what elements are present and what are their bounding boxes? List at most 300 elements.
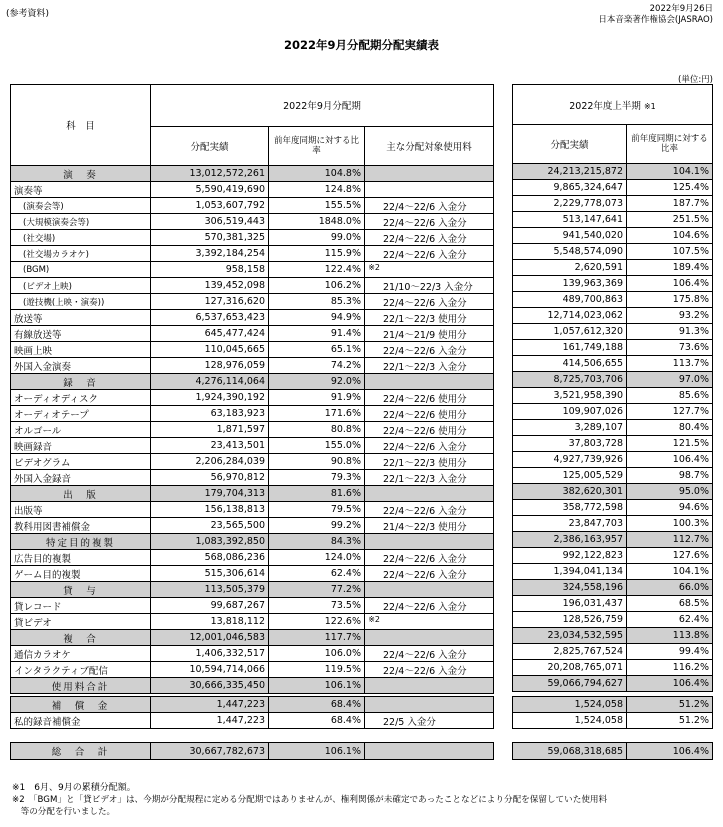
row-usage-value: 22/4～22/6 入金分 [383, 249, 467, 261]
row-label: (演奏会等) [11, 198, 151, 214]
table-row-half [513, 276, 713, 292]
table-row [11, 550, 494, 566]
row-half-ratio: 104.1% [627, 564, 713, 580]
table-row [11, 438, 494, 454]
row-usage [365, 662, 494, 678]
row-usage-value: 21/4～22/3 使用分 [383, 521, 467, 533]
row-usage [365, 358, 494, 374]
row-amount: 56,970,812 [151, 470, 269, 486]
row-half-ratio: 91.3% [627, 324, 713, 340]
table-row [11, 278, 494, 294]
row-amount: 179,704,313 [151, 486, 269, 502]
row-amount: 23,565,500 [151, 518, 269, 534]
header-info [598, 4, 713, 26]
row-ratio [269, 326, 365, 342]
row-usage [365, 534, 494, 550]
row-half-ratio: 93.2% [627, 308, 713, 324]
category-row-half [513, 532, 713, 548]
category-row [11, 534, 494, 550]
row-ratio-value: 81.6% [330, 488, 361, 499]
row-half-amount: 20,208,765,071 [513, 660, 627, 676]
row-half-ratio: 99.4% [627, 644, 713, 660]
row-half-amount: 128,526,759 [513, 612, 627, 628]
row-label: 貸レコード [11, 598, 151, 614]
row-usage [365, 246, 494, 262]
row-label: 貸 与 [11, 582, 151, 598]
table-row-half [513, 180, 713, 196]
row-half-ratio: 80.4% [627, 420, 713, 436]
row-usage [365, 518, 494, 534]
row-label: (大規模演奏会等) [11, 214, 151, 230]
category-row [11, 486, 494, 502]
row-half-ratio: 97.0% [627, 372, 713, 388]
table-row-half [513, 340, 713, 356]
table-row-half [513, 564, 713, 580]
row-half-amount: 8,725,703,706 [513, 372, 627, 388]
note-2-cont: 等の分配を行いました。 [12, 807, 116, 817]
row-label: 出版等 [11, 502, 151, 518]
ratio-header: 前年度同期に対する比率 [269, 126, 365, 166]
row-ratio [269, 630, 365, 646]
table-row-half [513, 356, 713, 372]
row-ratio-value: 68.4% [330, 715, 361, 726]
row-label: 演奏等 [11, 182, 151, 198]
row-ratio-value: 77.2% [330, 584, 361, 595]
row-amount: 1,083,392,850 [151, 534, 269, 550]
row-usage [365, 294, 494, 310]
category-row [11, 582, 494, 598]
table-row-half [513, 644, 713, 660]
row-usage-value: 22/4～22/6 入金分 [383, 441, 467, 453]
row-half-amount: 2,229,778,073 [513, 196, 627, 212]
row-label: ビデオグラム [11, 454, 151, 470]
row-label: (ビデオ上映) [11, 278, 151, 294]
row-half-amount: 24,213,215,872 [513, 164, 627, 180]
row-half-amount: 12,714,023,062 [513, 308, 627, 324]
row-usage-value: 22/1～22/3 入金分 [383, 473, 467, 485]
row-usage-value: 21/10～22/3 入金分 [383, 281, 473, 293]
row-half-ratio: 73.6% [627, 340, 713, 356]
row-half-ratio: 189.4% [627, 260, 713, 276]
table-row [11, 326, 494, 342]
row-label: 使用料合計 [11, 678, 151, 694]
row-half-amount: 941,540,020 [513, 228, 627, 244]
row-usage [365, 310, 494, 326]
row-usage-value: 22/1～22/3 入金分 [383, 361, 467, 373]
row-label: 外国入金録音 [11, 470, 151, 486]
row-amount: 515,306,614 [151, 566, 269, 582]
row-amount: 2,206,284,039 [151, 454, 269, 470]
category-row-half [513, 628, 713, 644]
table-row-half [513, 713, 713, 729]
table-row-half [513, 516, 713, 532]
row-ratio [269, 278, 365, 294]
row-amount: 1,406,332,517 [151, 646, 269, 662]
row-amount: 306,519,443 [151, 214, 269, 230]
reference-label: (参考資料) [6, 9, 50, 19]
row-ratio-value: 94.9% [330, 312, 361, 323]
table-row-half [513, 292, 713, 308]
row-label: 教科用図書補償金 [11, 518, 151, 534]
row-half-ratio: 127.6% [627, 548, 713, 564]
row-ratio-value: 65.1% [330, 344, 361, 355]
row-ratio-value: 106.2% [324, 280, 361, 291]
row-ratio-value: 73.5% [330, 600, 361, 611]
row-usage [365, 230, 494, 246]
page-title: 2022年9月分配期分配実績表 [283, 38, 439, 52]
row-label: 貸ビデオ [11, 614, 151, 630]
category-row [11, 374, 494, 390]
total-row-half [513, 743, 713, 760]
row-ratio [269, 534, 365, 550]
table-row-half [513, 436, 713, 452]
category-row [11, 678, 494, 694]
row-usage-value: 22/4～22/6 入金分 [383, 217, 467, 229]
total-amount: 30,667,782,673 [151, 743, 269, 760]
row-amount: 5,590,419,690 [151, 182, 269, 198]
row-amount: 113,505,379 [151, 582, 269, 598]
row-ratio [269, 518, 365, 534]
table-row [11, 518, 494, 534]
total-table-left [10, 742, 494, 760]
row-usage-value: 22/4～22/6 入金分 [383, 233, 467, 245]
row-usage [365, 326, 494, 342]
row-usage-value: 22/4～22/6 使用分 [383, 409, 467, 421]
usage-header: 主な分配対象使用料 [365, 126, 494, 166]
row-ratio-value: 99.2% [330, 520, 361, 531]
row-ratio [269, 262, 380, 278]
row-usage-value: 22/4～22/6 入金分 [383, 665, 467, 677]
row-amount: 1,053,607,792 [151, 198, 269, 214]
row-ratio-value: 104.8% [324, 168, 361, 179]
category-row-half [513, 372, 713, 388]
row-label: オーディオテープ [11, 406, 151, 422]
period-group-header: 2022年9月分配期 [151, 85, 494, 127]
row-usage [365, 374, 494, 390]
row-label: (社交場カラオケ) [11, 246, 151, 262]
subject-header: 科 目 [11, 85, 151, 166]
report-date: 2022年9月26日 [649, 4, 713, 14]
table-row [11, 454, 494, 470]
row-ratio [269, 598, 365, 614]
row-half-amount: 3,289,107 [513, 420, 627, 436]
row-ratio [269, 374, 365, 390]
row-half-amount: 139,963,369 [513, 276, 627, 292]
row-ratio [269, 713, 365, 729]
row-usage [365, 342, 494, 358]
row-ratio [269, 294, 365, 310]
row-ratio-value: 62.4% [330, 568, 361, 579]
row-half-ratio: 187.7% [627, 196, 713, 212]
row-label: オーディオディスク [11, 390, 151, 406]
row-usage-value: 22/1～22/3 使用分 [383, 313, 467, 325]
row-half-ratio: 112.7% [627, 532, 713, 548]
table-row-half [513, 212, 713, 228]
category-row [11, 630, 494, 646]
row-ratio [269, 662, 365, 678]
row-usage [365, 502, 494, 518]
row-ratio-value: 68.4% [330, 699, 361, 710]
compensation-table-right [512, 696, 713, 729]
row-usage-value: 22/4～22/6 入金分 [383, 505, 467, 517]
row-half-ratio: 125.4% [627, 180, 713, 196]
table-row-half [513, 196, 713, 212]
row-amount: 139,452,098 [151, 278, 269, 294]
category-row-half [513, 484, 713, 500]
row-ratio [269, 182, 365, 198]
table-row-half [513, 404, 713, 420]
row-usage [365, 438, 494, 454]
table-row-half [513, 324, 713, 340]
row-usage [365, 278, 494, 294]
row-ratio-value: 79.5% [330, 504, 361, 515]
table-row [11, 182, 494, 198]
row-label: オルゴール [11, 422, 151, 438]
row-usage-value: 22/4～22/6 使用分 [383, 393, 467, 405]
total-table-right [512, 742, 713, 760]
row-ratio-value: 74.2% [330, 360, 361, 371]
row-label: インタラクティブ配信 [11, 662, 151, 678]
row-half-amount: 3,521,958,390 [513, 388, 627, 404]
row-amount: 3,392,184,254 [151, 246, 269, 262]
row-half-ratio: 68.5% [627, 596, 713, 612]
row-ratio-value: 80.8% [330, 424, 361, 435]
row-half-amount: 1,394,041,134 [513, 564, 627, 580]
row-usage [365, 550, 494, 566]
row-ratio-value: 1848.0% [318, 216, 361, 227]
row-ratio [269, 470, 365, 486]
row-usage [365, 566, 494, 582]
row-usage [365, 422, 494, 438]
row-half-amount: 324,558,196 [513, 580, 627, 596]
row-ratio [269, 230, 365, 246]
total-row [11, 743, 494, 760]
row-label: (BGM) [11, 262, 151, 278]
row-half-ratio: 127.7% [627, 404, 713, 420]
row-amount: 23,413,501 [151, 438, 269, 454]
row-amount: 13,818,112 [151, 614, 269, 630]
row-ratio [269, 438, 365, 454]
half-ratio-header: 前年度同期に対する比率 [627, 125, 713, 164]
row-usage [365, 470, 494, 486]
row-label: 通信カラオケ [11, 646, 151, 662]
row-usage [365, 406, 494, 422]
row-amount: 99,687,267 [151, 598, 269, 614]
row-note-mark: ※2 [368, 263, 380, 272]
table-row [11, 406, 494, 422]
table-row [11, 390, 494, 406]
row-ratio [269, 646, 365, 662]
main-table-left [10, 84, 494, 694]
category-row [11, 166, 494, 182]
total-ratio: 106.1% [269, 743, 365, 760]
note-1: ※1 6月、9月の累積分配額。 [12, 783, 136, 793]
row-half-amount: 196,031,437 [513, 596, 627, 612]
row-ratio-value: 119.5% [324, 664, 361, 675]
row-half-amount: 23,034,532,595 [513, 628, 627, 644]
row-label: 私的録音補償金 [11, 713, 151, 729]
row-label: 放送等 [11, 310, 151, 326]
row-half-amount: 5,548,574,090 [513, 244, 627, 260]
row-label: 出 版 [11, 486, 151, 502]
row-label: 広告目的複製 [11, 550, 151, 566]
row-usage [365, 614, 494, 630]
row-label: ゲーム目的複製 [11, 566, 151, 582]
table-row-half [513, 388, 713, 404]
total-half-ratio: 106.4% [627, 743, 713, 760]
table-row [11, 662, 494, 678]
row-ratio-value: 117.7% [324, 632, 361, 643]
notes [12, 782, 607, 818]
table-row-half [513, 420, 713, 436]
table-row-half [513, 260, 713, 276]
row-half-amount: 992,122,823 [513, 548, 627, 564]
row-usage [365, 198, 494, 214]
table-row-half [513, 228, 713, 244]
table-row [11, 310, 494, 326]
row-usage-value: 22/4～22/6 入金分 [383, 345, 467, 357]
category-row [11, 697, 494, 713]
row-amount: 1,871,597 [151, 422, 269, 438]
row-ratio [269, 166, 365, 182]
row-amount: 958,158 [151, 262, 269, 278]
row-amount: 1,447,223 [151, 697, 269, 713]
row-ratio [269, 550, 365, 566]
row-amount: 13,012,572,261 [151, 166, 269, 182]
row-ratio [269, 422, 365, 438]
row-ratio [269, 214, 365, 230]
row-usage [365, 486, 494, 502]
row-amount: 568,086,236 [151, 550, 269, 566]
row-usage-value: 22/4～22/6 入金分 [383, 297, 467, 309]
category-row-half [513, 697, 713, 713]
row-ratio [269, 486, 365, 502]
table-row [11, 422, 494, 438]
row-half-ratio: 106.4% [627, 276, 713, 292]
category-row-half [513, 164, 713, 180]
main-table-right [512, 84, 713, 692]
table-row [11, 294, 494, 310]
row-usage-value: 22/4～22/6 入金分 [383, 553, 467, 565]
row-ratio-value: 90.8% [330, 456, 361, 467]
row-half-ratio: 98.7% [627, 468, 713, 484]
table-row-half [513, 612, 713, 628]
row-half-amount: 161,749,188 [513, 340, 627, 356]
table-row [11, 358, 494, 374]
row-ratio [269, 678, 365, 694]
table-row [11, 646, 494, 662]
row-amount: 12,001,046,583 [151, 630, 269, 646]
row-half-ratio: 113.7% [627, 356, 713, 372]
row-usage-value: 22/5 入金分 [383, 716, 436, 728]
table-row [11, 598, 494, 614]
row-ratio [269, 697, 365, 713]
row-ratio-value: 155.0% [324, 440, 361, 451]
row-ratio-value: 171.6% [324, 408, 361, 419]
row-ratio-value: 106.0% [324, 648, 361, 659]
row-half-amount: 489,700,863 [513, 292, 627, 308]
row-usage [365, 214, 494, 230]
row-ratio [269, 310, 365, 326]
table-row [11, 246, 494, 262]
row-half-ratio: 175.8% [627, 292, 713, 308]
row-amount: 128,976,059 [151, 358, 269, 374]
table-row-half [513, 452, 713, 468]
row-amount: 30,666,335,450 [151, 678, 269, 694]
table-row-half [513, 660, 713, 676]
row-label: 特定目的複製 [11, 534, 151, 550]
row-half-amount: 414,506,655 [513, 356, 627, 372]
row-half-ratio: 51.2% [627, 697, 713, 713]
half-group-header: 2022年度上半期 ※1 [513, 85, 713, 125]
row-ratio [269, 358, 365, 374]
row-half-ratio: 106.4% [627, 452, 713, 468]
row-ratio [269, 390, 365, 406]
row-ratio [269, 406, 365, 422]
row-half-amount: 513,147,641 [513, 212, 627, 228]
row-ratio-value: 85.3% [330, 296, 361, 307]
row-ratio [269, 246, 365, 262]
row-usage-value: 21/4～21/9 使用分 [383, 329, 467, 341]
row-half-ratio: 95.0% [627, 484, 713, 500]
row-usage-value: 22/4～22/6 入金分 [383, 649, 467, 661]
row-half-ratio: 66.0% [627, 580, 713, 596]
row-ratio-value: 122.6% [324, 616, 361, 627]
row-usage [365, 713, 494, 729]
table-row [11, 230, 494, 246]
row-half-ratio: 113.8% [627, 628, 713, 644]
row-ratio-value: 124.8% [324, 184, 361, 195]
organization-name: 日本音楽著作権協会(JASRAO) [598, 15, 713, 25]
row-label: 演 奏 [11, 166, 151, 182]
row-half-amount: 358,772,598 [513, 500, 627, 516]
row-label: 録 音 [11, 374, 151, 390]
total-half-amount: 59,068,318,685 [513, 743, 627, 760]
row-usage-value: 22/4～22/6 入金分 [383, 569, 467, 581]
row-usage-value: 22/1～22/3 使用分 [383, 457, 467, 469]
table-row-half [513, 596, 713, 612]
unit-label: (単位:円) [678, 75, 713, 85]
row-half-amount: 23,847,703 [513, 516, 627, 532]
row-note-mark: ※2 [368, 615, 380, 624]
row-half-amount: 4,927,739,926 [513, 452, 627, 468]
row-ratio-value: 155.5% [324, 200, 361, 211]
row-ratio-value: 79.3% [330, 472, 361, 483]
row-half-amount: 109,907,026 [513, 404, 627, 420]
row-usage [365, 166, 494, 182]
row-half-ratio: 85.6% [627, 388, 713, 404]
table-row [11, 614, 494, 630]
row-usage [365, 630, 494, 646]
row-label: 映画録音 [11, 438, 151, 454]
row-half-amount: 2,825,767,524 [513, 644, 627, 660]
row-ratio [269, 566, 365, 582]
row-half-ratio: 100.3% [627, 516, 713, 532]
row-half-amount: 125,005,529 [513, 468, 627, 484]
row-label: 有線放送等 [11, 326, 151, 342]
row-label: 複 合 [11, 630, 151, 646]
row-half-ratio: 104.6% [627, 228, 713, 244]
row-amount: 63,183,923 [151, 406, 269, 422]
row-ratio [269, 198, 365, 214]
total-label: 総 合 計 [11, 743, 151, 760]
row-half-ratio: 104.1% [627, 164, 713, 180]
row-usage [365, 390, 494, 406]
row-half-amount: 37,803,728 [513, 436, 627, 452]
row-half-ratio: 62.4% [627, 612, 713, 628]
row-ratio-value: 124.0% [324, 552, 361, 563]
row-label: (社交場) [11, 230, 151, 246]
